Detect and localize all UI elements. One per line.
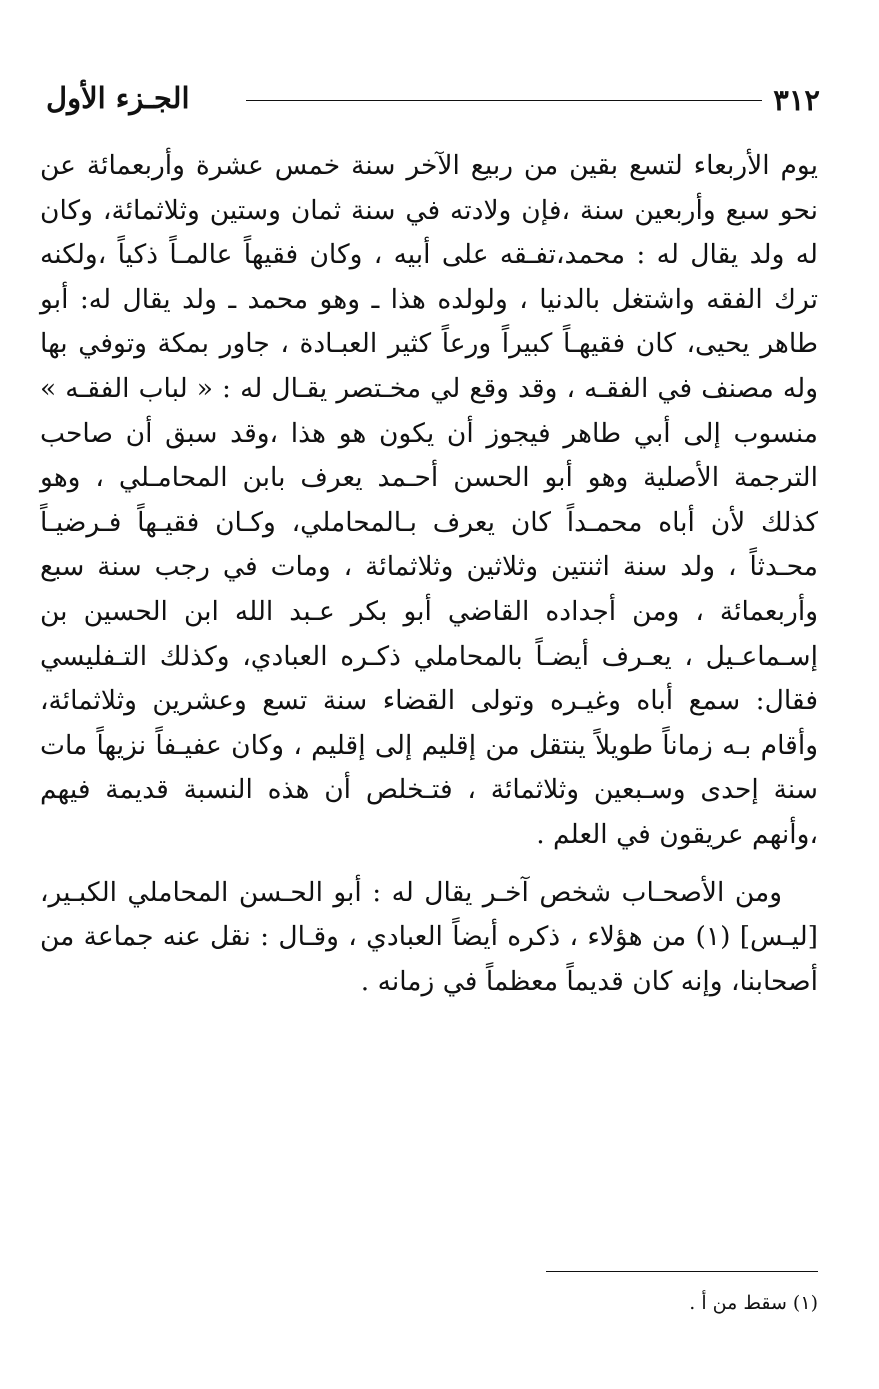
footnote: (١) سقط من أ . bbox=[689, 1292, 818, 1314]
page-number: ٣١٢ bbox=[773, 83, 820, 117]
header-rule bbox=[246, 100, 762, 101]
paragraph: ومن الأصحـاب شخص آخـر يقال له : أبو الحـسن المحاملي الكبـير، [ليـس] (١) من هؤلاء ، ذكره أيضاً العبادي ، وقـال : نقل عنه جماعة من أصحابنا، وإنه كان قديماً معظماً في زمانه . bbox=[40, 876, 818, 997]
paragraph: يوم الأربعاء لتسع بقين من ربيع الآخر سنة خمس عشرة وأربعمائة عن نحو سبع وأربعين سنة ،فإن ولادته في سنة ثمان وستين وثلاثمائة، وكان له ولد يقال له : محمد،تفـقه على أبيه ، وكان فقيهاً عالمـاً ذكياً ،ولكنه ترك الفقه واشتغل بالدنيا ، ولولده هذا ـ وهو محمد ـ ولد يقال له: أبو طاهر يحيى، كان فقيهـاً كبيراً ورعاً كثير العبـادة ، جاور بمكة وتوفي بها وله مصنف في الفقـه ، وقد وقع لي مخـتصر يقـال له : « لباب الفقـه » منسوب إلى أبي طاهر فيجوز أن يكون هو هذا ،وقد سبق أن صاحب الترجمة الأصلية وهو أبو الحسن أحـمد يعرف بابن المحامـلي ، وهو كذلك لأن أباه محمـداً كان يعرف بـالمحاملي، وكـان فقيـهاً فـرضيـاً محـدثاً ، ولد سنة اثنتين وثلاثين وثلاثمائة ، ومات في رجب سنة سبع وأربعمائة ، ومن أجداده القاضي أبو بكر عـبد الله ابن الحسين بن إسـماعـيل ، يعـرف أيضـاً بالمحاملي ذكـره العبادي، وكذلك التـفليسي فقال: سمع أباه وغيـره وتولى القضاء سنة تسع وعشرين وثلاثمائة، وأقام بـه زماناً طويلاً ينتقل من إقليم إلى إقليم ، وكان عفيـفاً نزيهاً مات سنة إحدى وسـبعين وثلاثمائة ، فتـخلص أن هذه النسبة قديمة فيهم ،وأنهم عريقون في العلم . bbox=[40, 150, 818, 850]
page-header bbox=[40, 78, 820, 122]
main-text bbox=[40, 144, 818, 1004]
footnote-rule bbox=[546, 1271, 818, 1272]
running-title: الجـزء الأول bbox=[46, 81, 190, 115]
